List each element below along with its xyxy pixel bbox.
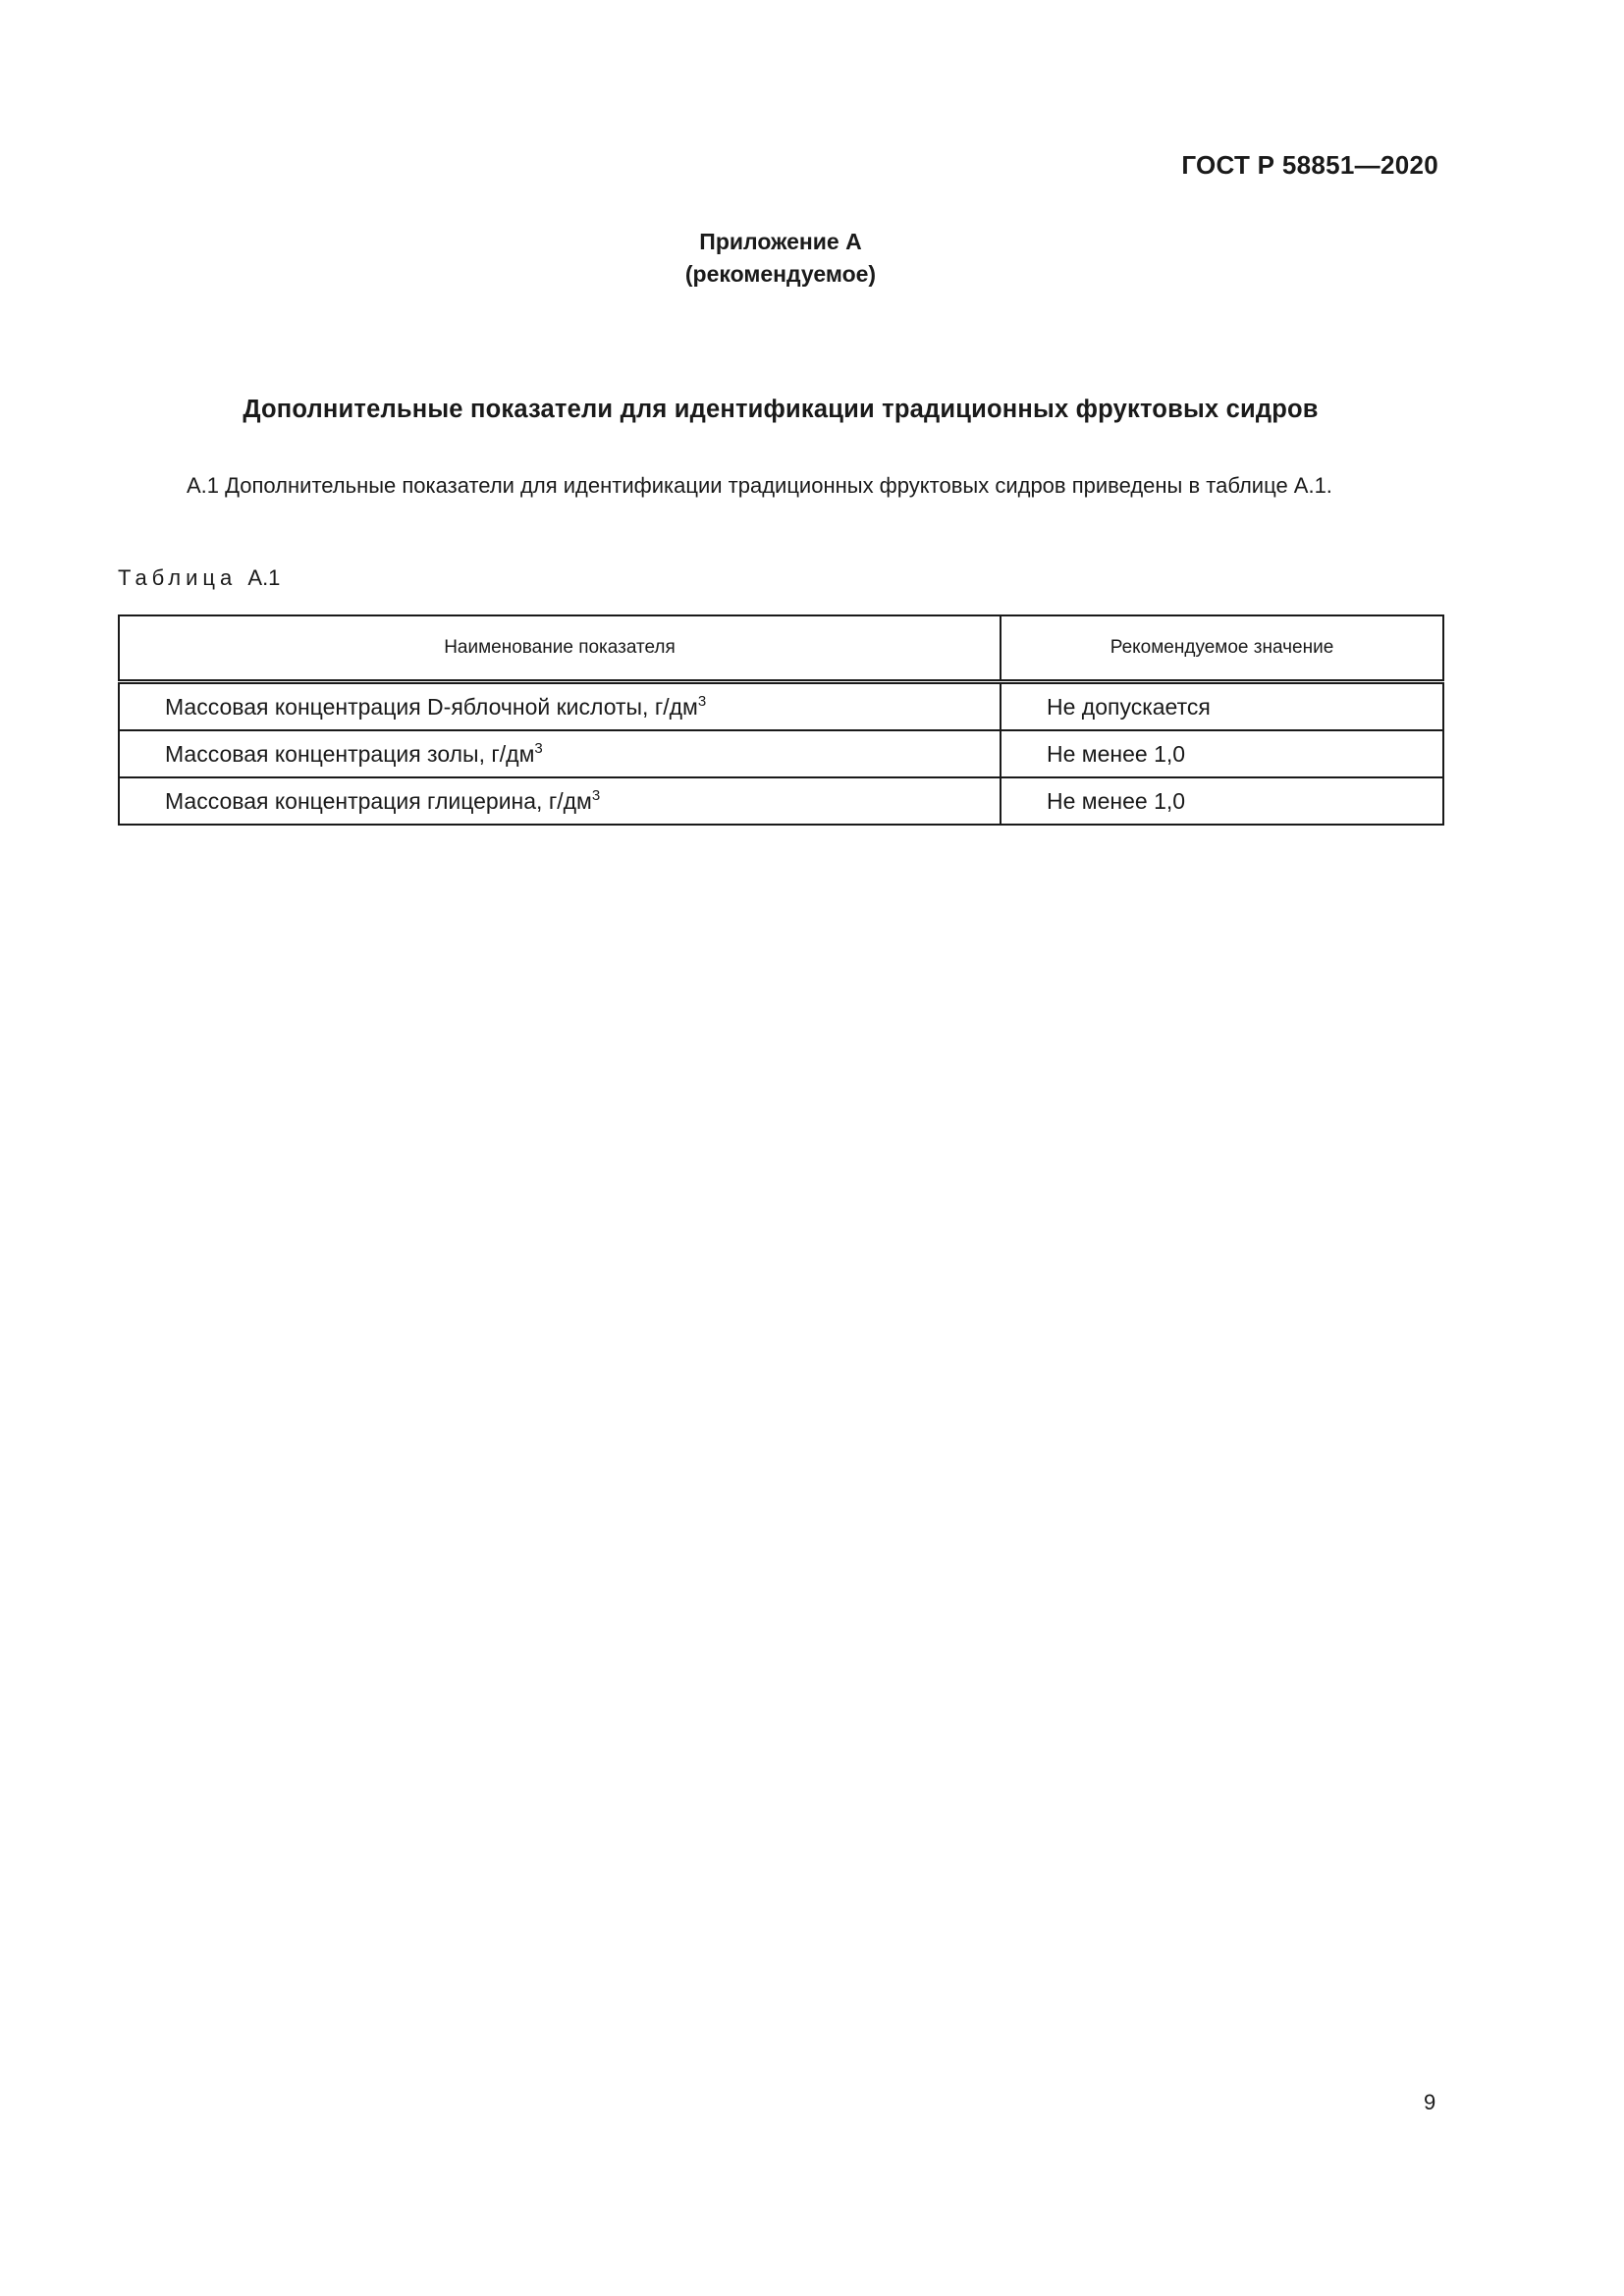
appendix-heading xyxy=(0,226,1561,291)
recommended-value-cell: Не менее 1,0 xyxy=(1001,777,1443,825)
table-caption xyxy=(118,565,280,591)
table-row xyxy=(119,777,1443,825)
table-row xyxy=(119,682,1443,731)
appendix-title: Приложение А xyxy=(699,229,862,254)
paragraph-a1: А.1 Дополнительные показатели для идентификации традиционных фруктовых сидров приведены в таблице А.1. xyxy=(187,473,1332,498)
recommended-value-cell: Не менее 1,0 xyxy=(1001,730,1443,777)
indicator-name-cell xyxy=(119,730,1001,777)
indicator-name-cell xyxy=(119,682,1001,731)
indicator-name: Массовая концентрация глицерина, г/дм xyxy=(165,787,592,814)
indicator-name-cell xyxy=(119,777,1001,825)
indicators-table xyxy=(118,614,1444,826)
table-caption-number: А.1 xyxy=(247,565,281,590)
header-recommended-value: Рекомендуемое значение xyxy=(1001,615,1443,682)
document-code: ГОСТ Р 58851—2020 xyxy=(1181,150,1438,180)
section-title: Дополнительные показатели для идентификации традиционных фруктовых сидров xyxy=(243,396,1319,423)
table-header-row xyxy=(119,615,1443,682)
unit-superscript: 3 xyxy=(534,739,543,757)
indicator-name: Массовая концентрация золы, г/дм xyxy=(165,740,535,767)
header-indicator-name: Наименование показателя xyxy=(119,615,1001,682)
table-caption-word: Таблица xyxy=(118,565,238,590)
appendix-status: (рекомендуемое) xyxy=(684,261,877,287)
indicator-name: Массовая концентрация D-яблочной кислоты, г/дм xyxy=(165,693,698,720)
table-row xyxy=(119,730,1443,777)
recommended-value-cell: Не допускается xyxy=(1001,682,1443,731)
unit-superscript: 3 xyxy=(591,786,601,804)
page-number: 9 xyxy=(1424,2090,1436,2114)
unit-superscript: 3 xyxy=(697,692,707,710)
